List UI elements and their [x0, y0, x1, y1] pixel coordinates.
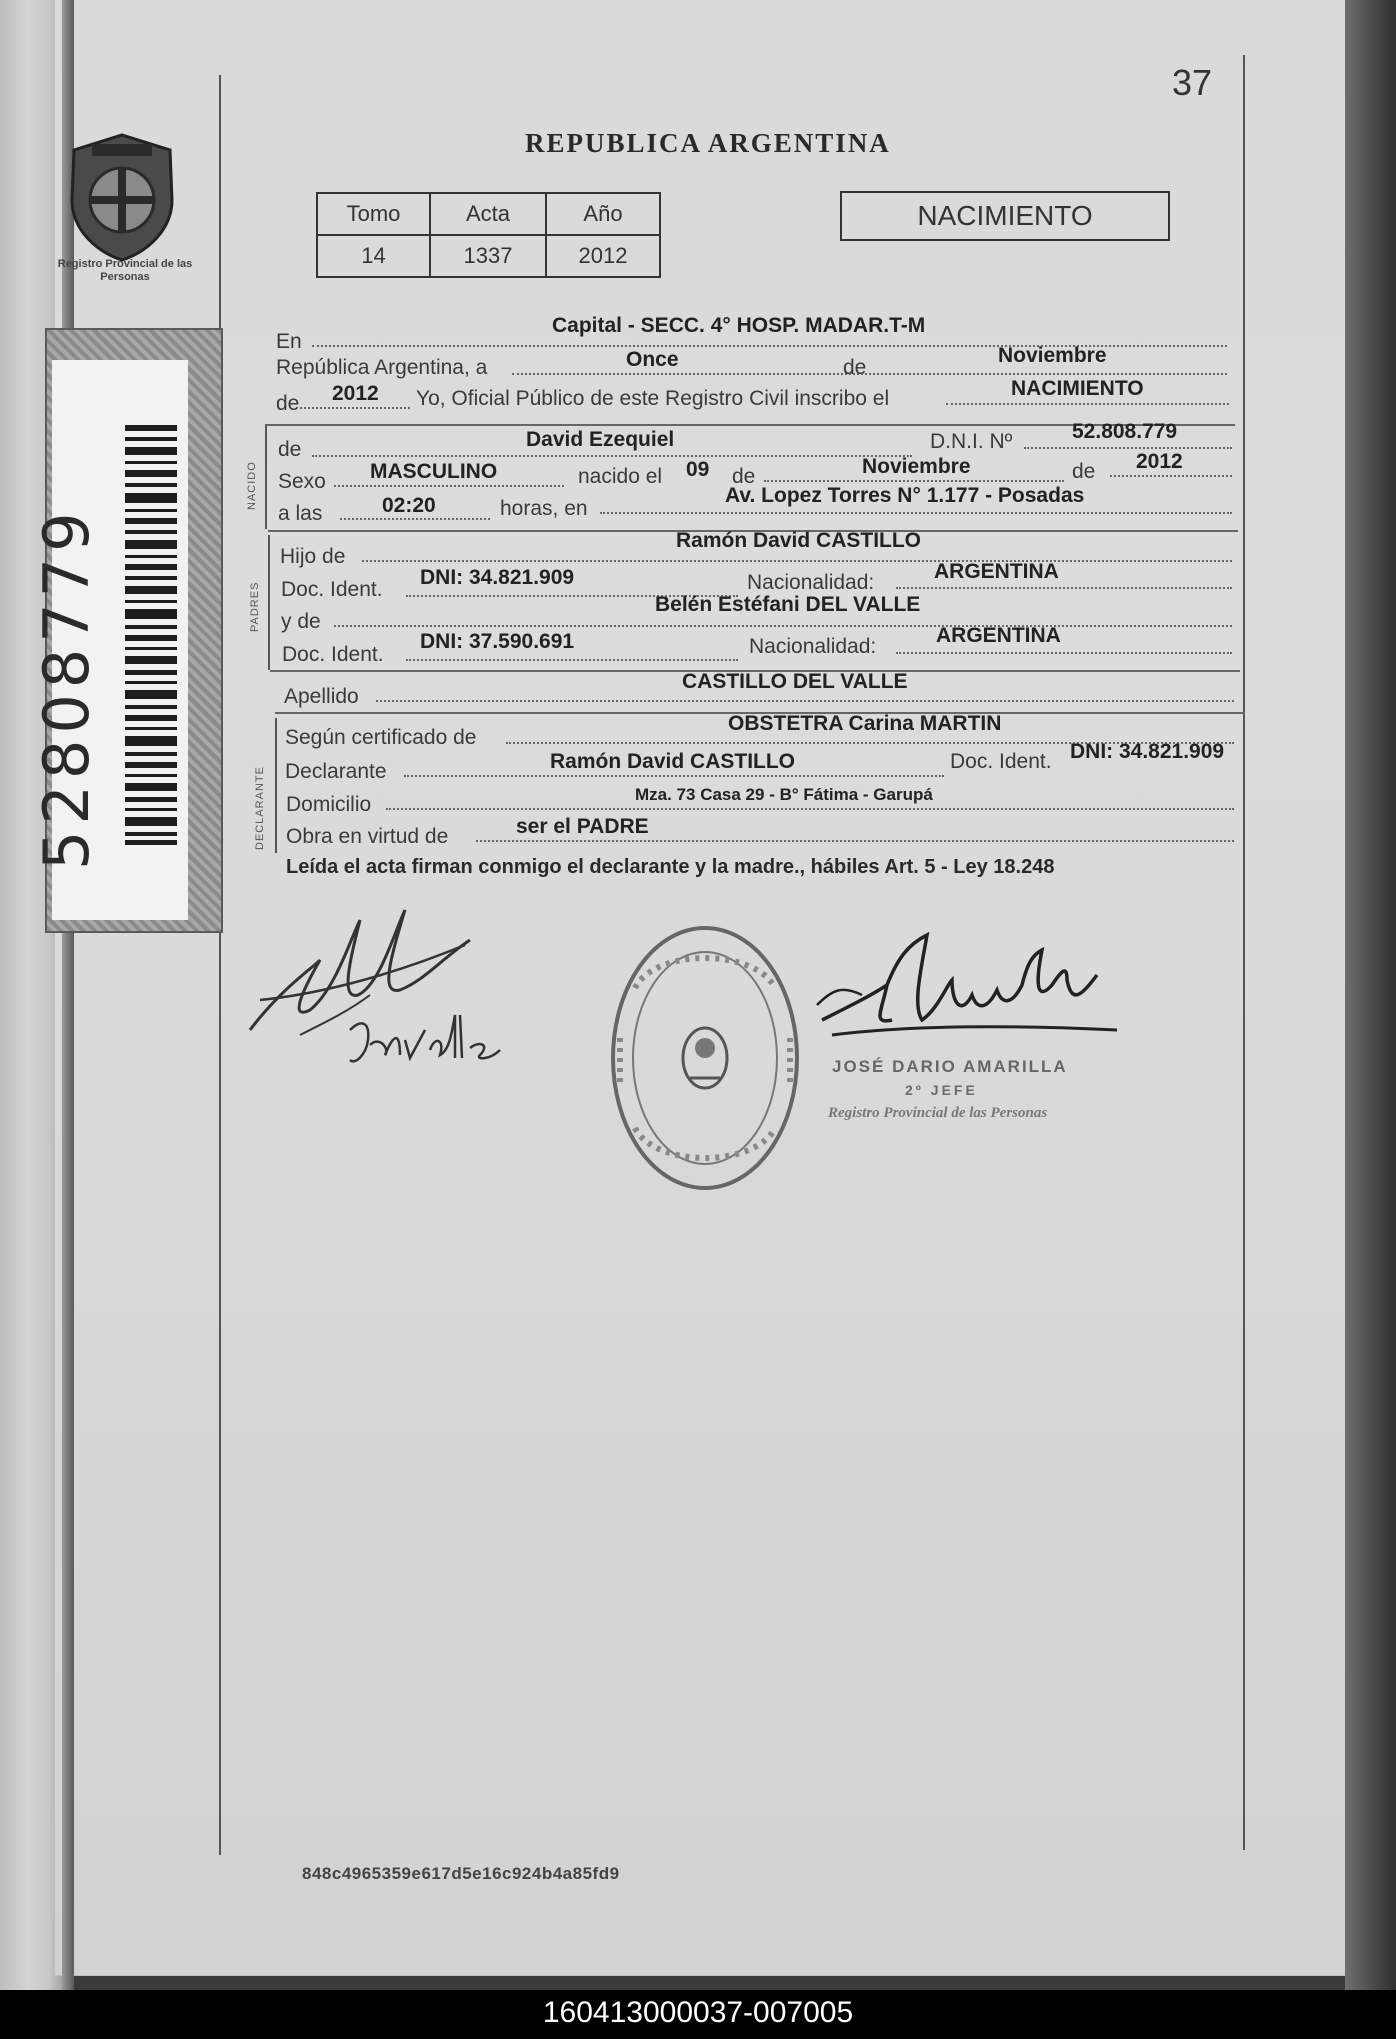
header-tomo: Tomo: [317, 193, 430, 235]
birth-month: Noviembre: [862, 455, 971, 478]
obra-value: ser el PADRE: [516, 815, 649, 838]
header-acta: Acta: [430, 193, 546, 235]
registration-month: Noviembre: [998, 344, 1107, 367]
page-number: 37: [1172, 62, 1213, 103]
child-name-dots: [312, 455, 912, 457]
declarant-doc: DNI: 34.821.909: [1070, 740, 1225, 763]
value-tomo: 14: [317, 235, 430, 277]
section-declarante-label: DECLARANTE: [254, 766, 266, 850]
mother-doc-dots: [406, 659, 738, 661]
registry-shield-logo: [62, 130, 182, 265]
mother-doc: DNI: 37.590.691: [420, 630, 575, 653]
document-hash: 848c4965359e617d5e16c924b4a85fd9: [302, 1864, 620, 1883]
horas-en-label: horas, en: [500, 497, 588, 520]
registration-year: 2012: [332, 382, 379, 405]
barcode: [125, 425, 177, 845]
domicilio-label: Domicilio: [286, 793, 372, 816]
birth-year-dots: [1110, 475, 1232, 477]
birth-time: 02:20: [382, 494, 436, 517]
nacionalidad-label: Nacionalidad:: [747, 571, 875, 594]
registration-place: Capital - SECC. 4° HOSP. MADAR.T-M: [552, 314, 926, 337]
birth-place: Av. Lopez Torres N° 1.177 - Posadas: [725, 484, 1085, 507]
mother-name: Belén Estéfani DEL VALLE: [655, 593, 921, 616]
en-label: En: [276, 330, 302, 353]
nacido-de-label: de: [278, 438, 302, 461]
a-las-label: a las: [278, 502, 323, 525]
official-name: JOSÉ DARIO AMARILLA: [832, 1057, 1068, 1076]
book-table-header-row: [317, 193, 660, 235]
year-dots: [300, 407, 410, 409]
mother-nat-label: Nacionalidad:: [749, 635, 877, 658]
declarant: Ramón David CASTILLO: [550, 750, 796, 773]
header-anio: Año: [546, 193, 660, 235]
sexo-label: Sexo: [278, 470, 326, 493]
father-name-dots: [362, 560, 1232, 562]
date-dots: [512, 373, 1227, 375]
birth-month-dots: [764, 480, 1064, 482]
apellido-label: Apellido: [284, 685, 359, 708]
doc-ident-label: Doc. Ident.: [281, 578, 383, 601]
official-seal: [605, 918, 805, 1198]
act-type-box: NACIMIENTO: [840, 191, 1170, 241]
de-label: de: [843, 356, 867, 379]
inscribed-dots: [946, 403, 1229, 405]
mother-doc-label: Doc. Ident.: [282, 643, 384, 666]
nacido-el-label: nacido el: [578, 465, 663, 488]
birth-time-dots: [340, 518, 490, 520]
mother-signature: [340, 1010, 520, 1080]
declarante-label: Declarante: [285, 760, 387, 783]
inscribed-type: NACIMIENTO: [1011, 377, 1144, 400]
surname-dots: [376, 700, 1234, 702]
birth-de-label: de: [732, 465, 756, 488]
barcode-number: 52808779: [30, 506, 103, 870]
official-role: 2º JEFE: [905, 1082, 978, 1098]
father-name: Ramón David CASTILLO: [676, 529, 922, 552]
mother-name-dots: [334, 625, 1232, 627]
nacido-bracket: [265, 424, 267, 529]
address: Mza. 73 Casa 29 - B° Fátima - Garupá: [635, 785, 933, 804]
father-nat-dots: [896, 587, 1232, 589]
y-de-label: y de: [281, 610, 321, 633]
oficial-label: Yo, Oficial Público de este Registro Civil inscribo el: [416, 387, 890, 410]
child-dni-dots: [1024, 447, 1232, 449]
declarante-bracket: [275, 718, 277, 853]
mother-nat-dots: [896, 652, 1232, 654]
closing-statement: Leída el acta firman conmigo el declarante y la madre., hábiles Art. 5 - Ley 18.248: [286, 856, 1055, 878]
sex-dots: [334, 485, 564, 487]
registry-logo-caption: Registro Provincial de las Personas: [57, 258, 193, 283]
section-nacido-label: NACIDO: [246, 461, 258, 510]
de-year-label: de: [276, 392, 300, 415]
birth-de2-label: de: [1072, 460, 1096, 483]
surname: CASTILLO DEL VALLE: [682, 670, 908, 693]
document-title: REPUBLICA ARGENTINA: [525, 128, 891, 158]
section-padres-label: PADRES: [249, 581, 261, 632]
child-dni: 52.808.779: [1072, 420, 1178, 443]
birth-place-dots: [600, 512, 1232, 514]
certifier: OBSTETRA Carina MARTIN: [728, 712, 1002, 735]
birth-year: 2012: [1136, 450, 1183, 473]
birth-day: 09: [686, 458, 710, 481]
registration-day: Once: [626, 348, 679, 371]
hijo-de-label: Hijo de: [280, 545, 346, 568]
scan-id: 160413000037-007005: [542, 1996, 854, 2029]
mother-nationality: ARGENTINA: [936, 624, 1061, 647]
value-anio: 2012: [546, 235, 660, 277]
declarant-doc-label: Doc. Ident.: [950, 750, 1052, 773]
binding-shadow: [62, 0, 74, 1990]
right-page-shadow: [1345, 0, 1396, 1990]
value-acta: 1337: [430, 235, 546, 277]
dni-label: D.N.I. Nº: [930, 430, 1013, 453]
child-name: David Ezequiel: [526, 428, 675, 451]
father-nationality: ARGENTINA: [934, 560, 1059, 583]
certificado-label: Según certificado de: [285, 726, 477, 749]
right-margin-rule: [1243, 55, 1245, 1850]
obra-label: Obra en virtud de: [286, 825, 449, 848]
father-doc: DNI: 34.821.909: [420, 566, 575, 589]
declarant-dots: [404, 775, 944, 777]
book-reference-table: [316, 192, 661, 278]
official-signature: [812, 925, 1132, 1050]
republica-label: República Argentina, a: [276, 356, 488, 379]
book-table-value-row: [317, 235, 660, 277]
official-office: Registro Provincial de las Personas: [828, 1105, 1048, 1121]
child-sex: MASCULINO: [370, 460, 498, 483]
padres-bracket: [268, 535, 270, 670]
obra-dots: [476, 840, 1234, 842]
address-dots: [386, 808, 1234, 810]
